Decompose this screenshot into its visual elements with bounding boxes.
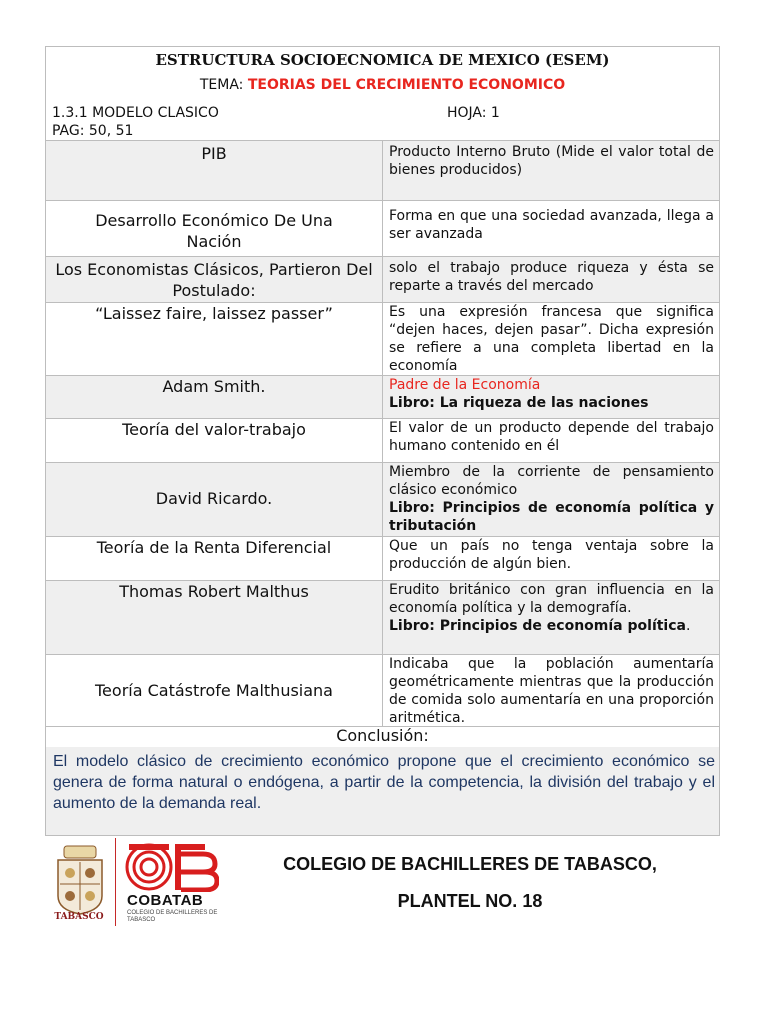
term-cell: Teoría Catástrofe Malthusiana (46, 655, 383, 726)
pag-label: PAG: 50, 51 (52, 123, 134, 139)
definition-book: Libro: La riqueza de las naciones (389, 395, 649, 411)
definition-cell (389, 376, 714, 412)
term-cell: Adam Smith. (46, 376, 383, 418)
definition-cell: Que un país no tenga ventaja sobre la producción de algún bien. (389, 538, 714, 572)
definition-cell: Producto Interno Bruto (Mide el valor total de bienes producidos) (389, 144, 714, 178)
definition-cell (389, 581, 714, 635)
seal-label: TABASCO (54, 912, 104, 922)
table-row (46, 302, 719, 375)
college-name: COLEGIO DE BACHILLERES DE TABASCO, (283, 854, 657, 874)
term-cell: Los Economistas Clásicos, Partieron Del Postulado: (46, 257, 383, 302)
term-cell: David Ricardo. (46, 463, 383, 536)
definition-text: Miembro de la corriente de pensamiento clásico económico (389, 464, 714, 498)
table-row (46, 200, 719, 256)
tabasco-seal-icon (50, 840, 110, 922)
term-cell: PIB (46, 141, 383, 200)
model-label: 1.3.1 MODELO CLASICO (52, 105, 219, 121)
term-cell: Teoría del valor-trabajo (46, 419, 383, 462)
definition-tail: . (685, 618, 691, 634)
table-row (46, 462, 719, 536)
tema-value: TEORIAS DEL CRECIMIENTO ECONOMICO (247, 77, 566, 93)
definition-cell: Forma en que una sociedad avanzada, llega a ser avanzada (389, 208, 714, 242)
definition-book: Libro: Principios de economía política y tributación (389, 500, 714, 534)
definition-cell (389, 463, 714, 535)
table-row (46, 536, 719, 580)
term-cell: Teoría de la Renta Diferencial (46, 537, 383, 580)
table-row (46, 654, 719, 726)
tema-line (46, 77, 719, 93)
definition-red-text: Padre de la Economía (389, 377, 541, 393)
definition-cell: El valor de un producto depende del trabajo humano contenido en él (389, 420, 714, 454)
conclusion-title: Conclusión: (336, 726, 429, 745)
term-cell: Thomas Robert Malthus (46, 581, 383, 654)
cobatab-subtitle: COLEGIO DE BACHILLERES DE TABASCO (127, 910, 218, 923)
document-title: ESTRUCTURA SOCIOECNOMICA DE MEXICO (ESEM) (155, 51, 610, 69)
table-row (46, 375, 719, 418)
conclusion-text: El modelo clásico de crecimiento económico propone que el crecimiento económico se genera de forma natural o endógena, a partir de la competencia, la división del trabajo y el aumento de la demanda real. (53, 753, 715, 812)
term-cell: Desarrollo Económico De Una Nación (46, 201, 383, 256)
term-cell: “Laissez faire, laissez passer” (46, 303, 383, 375)
definition-text: Erudito británico con gran influencia en la economía política y la demografía. (389, 582, 714, 616)
table-row (46, 140, 719, 200)
tema-label: TEMA: (199, 77, 248, 93)
document-sheet (45, 46, 720, 836)
divider (115, 838, 116, 926)
footer (45, 836, 725, 936)
definition-cell: Es una expresión francesa que significa “dejen haces, dejen pasar”. Dicha expresión se refiere a una completa libertad en la economía (389, 304, 714, 374)
definition-book: Libro: Principios de economía política (389, 618, 686, 634)
cobatab-name: COBATAB (127, 892, 204, 909)
plantel-name: PLANTEL NO. 18 (397, 891, 543, 911)
table-row (46, 418, 719, 462)
table-row (46, 580, 719, 654)
definition-book-line (389, 617, 714, 635)
hoja-label: HOJA: 1 (447, 105, 500, 121)
definition-cell: Indicaba que la población aumentaría geométricamente mientras que la producción de comida solo aumentaría en una proporción aritmética. (389, 656, 714, 726)
table-row (46, 256, 719, 302)
cobatab-logo-icon (125, 842, 219, 892)
definition-cell: solo el trabajo produce riqueza y ésta se reparte a través del mercado (389, 260, 714, 294)
